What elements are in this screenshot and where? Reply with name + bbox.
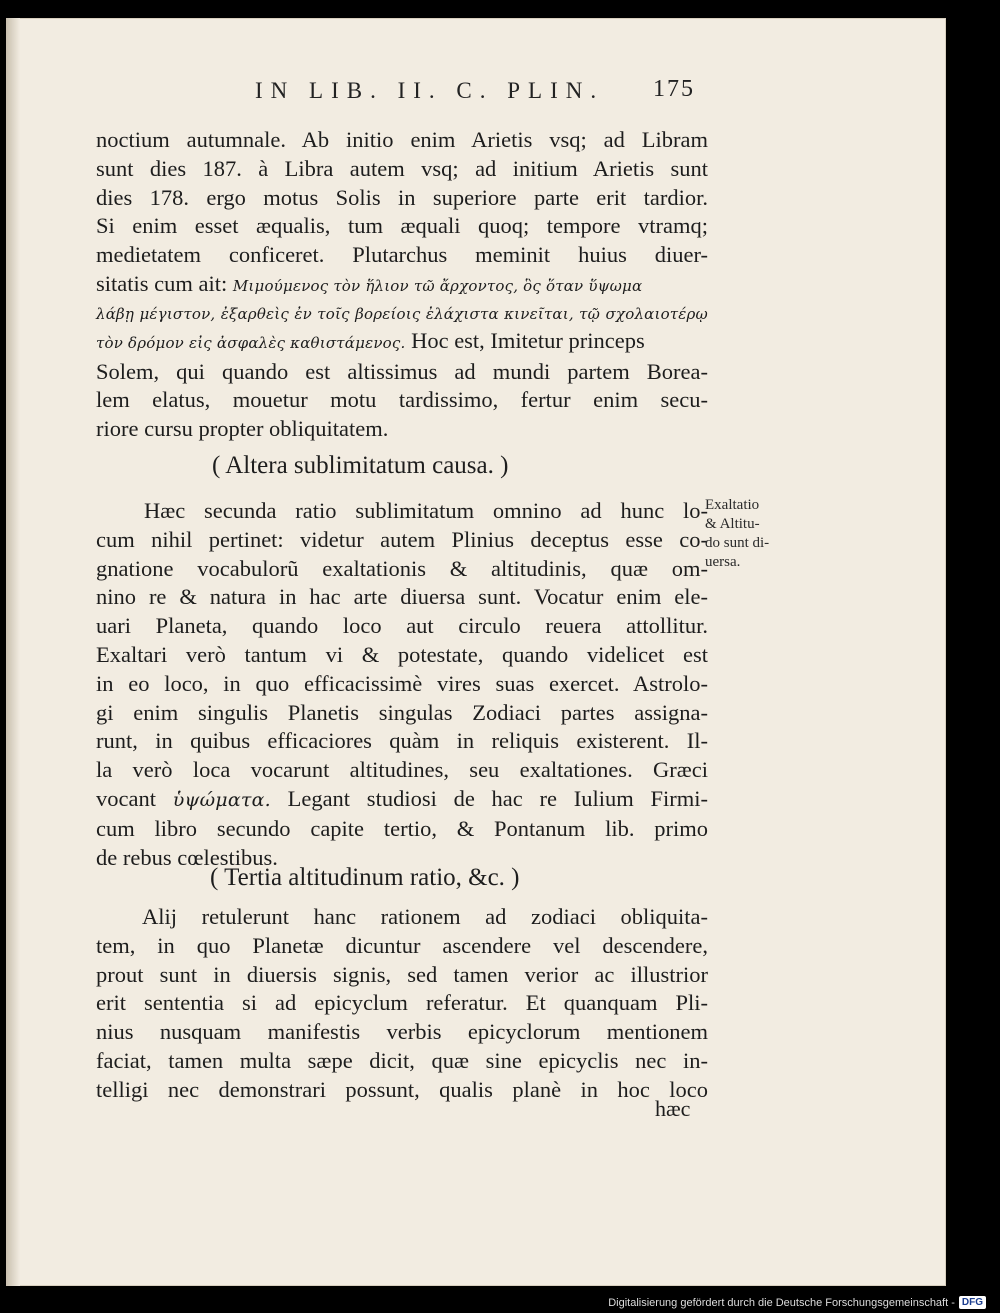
paragraph-1 — [96, 126, 708, 444]
text-fragment: vocant — [96, 785, 156, 811]
text-line — [96, 270, 708, 301]
text-line: nius nusquam manifestis verbis epicyclorum mentionem — [96, 1019, 708, 1045]
running-title: IN LIB. II. C. PLIN. — [255, 78, 605, 103]
margin-note-line: & Altitu- — [705, 516, 760, 532]
text-line: Exaltari verò tantum vi & potestate, quando videlicet est — [96, 641, 708, 667]
page-gutter — [6, 18, 20, 1286]
paragraph-2 — [96, 497, 708, 872]
greek-quote-line: λάβῃ μέγιστον, ἐξαρθεὶς ἐν τοῖς βορείοις ἐλάχιστα κινεῖται, τῷ σχολαιοτέρῳ — [96, 304, 708, 323]
text-line: riore cursu propter obliquitatem. — [96, 416, 389, 442]
text-line: prout sunt in diuersis signis, sed tamen verior ac illustrior — [96, 961, 708, 987]
text-line: Solem, qui quando est altissimus ad mundi partem Borea- — [96, 358, 708, 384]
text-line: uari Planeta, quando loco aut circulo reuera attollitur. — [96, 613, 708, 639]
text-line: lem elatus, mouetur motu tardissimo, fertur enim secu- — [96, 387, 708, 413]
margin-note-line: uersa. — [705, 554, 741, 570]
section-heading-altera: ( Altera sublimitatum causa. ) — [212, 452, 509, 479]
catchword: hæc — [655, 1096, 691, 1121]
page-number: 175 — [653, 76, 695, 102]
text-line: telligi nec demonstrari possunt, qualis planè in hoc loco — [96, 1076, 708, 1102]
margin-note-line: do sunt di- — [705, 535, 770, 551]
margin-note — [705, 496, 805, 572]
text-line: Alij retulerunt hanc rationem ad zodiaci obliquita- — [142, 904, 708, 929]
greek-quote-line: Μιμούμενος τὸν ἥλιον τῶ ἄρχοντος, ὃς ὅταν ὕψωμα — [232, 276, 643, 295]
greek-intro: sitatis cum ait: — [96, 270, 228, 296]
text-line — [96, 785, 708, 815]
text-line: la verò loca vocarunt altitudines, seu exaltationes. Græci — [96, 757, 708, 783]
greek-word: ὑψώματα. — [172, 788, 271, 811]
paragraph-3 — [96, 903, 708, 1105]
text-line: gi enim singulis Planetis singulas Zodiaci partes assigna- — [96, 699, 708, 725]
greek-quote-line: τὸν δρόμον εἰς ἀσφαλὲς καθιστάμενος. — [96, 333, 406, 352]
text-line: gnatione vocabulorũ exaltationis & altitudinis, quæ om- — [96, 555, 708, 581]
text-line: cum libro secundo capite tertio, & Pontanum lib. primo — [96, 815, 708, 841]
text-line: noctium autumnale. Ab initio enim Arietis vsq; ad Libram — [96, 127, 708, 152]
text-line: de rebus cœlestibus. — [96, 844, 278, 870]
text-line: erit sententia si ad epicyclum referatur. Et quanquam Pli- — [96, 990, 708, 1016]
running-header — [255, 78, 695, 104]
text-line: Si enim esset æqualis, tum æquali quoq; tempore vtramq; — [96, 213, 708, 239]
translation-intro: Hoc est, Imitetur princeps — [411, 327, 645, 353]
funding-notice: Digitalisierung gefördert durch die Deutsche Forschungsgemeinschaft - — [608, 1296, 955, 1309]
text-fragment: Legant studiosi de hac re Iulium Firmi- — [287, 785, 709, 811]
text-line: in eo loco, in quo efficacissimè vires suas exercet. Astrolo- — [96, 670, 708, 696]
text-line: runt, in quibus efficaciores quàm in reliquis existerent. Il- — [96, 728, 708, 754]
text-line: cum nihil pertinet: videtur autem Plinius deceptus esse co- — [96, 526, 708, 552]
text-line: sunt dies 187. à Libra autem vsq; ad initium Arietis sunt — [96, 155, 708, 181]
text-line: dies 178. ergo motus Solis in superiore parte erit tardior. — [96, 184, 708, 210]
text-line: faciat, tamen multa sæpe dicit, quæ sine epicyclis nec in- — [96, 1047, 708, 1073]
footer-credit — [608, 1296, 986, 1309]
text-line — [96, 327, 708, 358]
text-line: nino re & natura in hac arte diuersa sunt. Vocatur enim ele- — [96, 584, 708, 610]
dfg-logo-icon: DFG — [959, 1296, 986, 1309]
margin-note-line: Exaltatio — [705, 497, 760, 513]
text-line: tem, in quo Planetæ dicuntur ascendere vel descendere, — [96, 932, 708, 958]
text-line: Hæc secunda ratio sublimitatum omnino ad hunc lo- — [144, 498, 708, 523]
section-heading-tertia: ( Tertia altitudinum ratio, &c. ) — [210, 864, 520, 891]
text-line: medietatem conficeret. Plutarchus meminit huius diuer- — [96, 242, 708, 268]
